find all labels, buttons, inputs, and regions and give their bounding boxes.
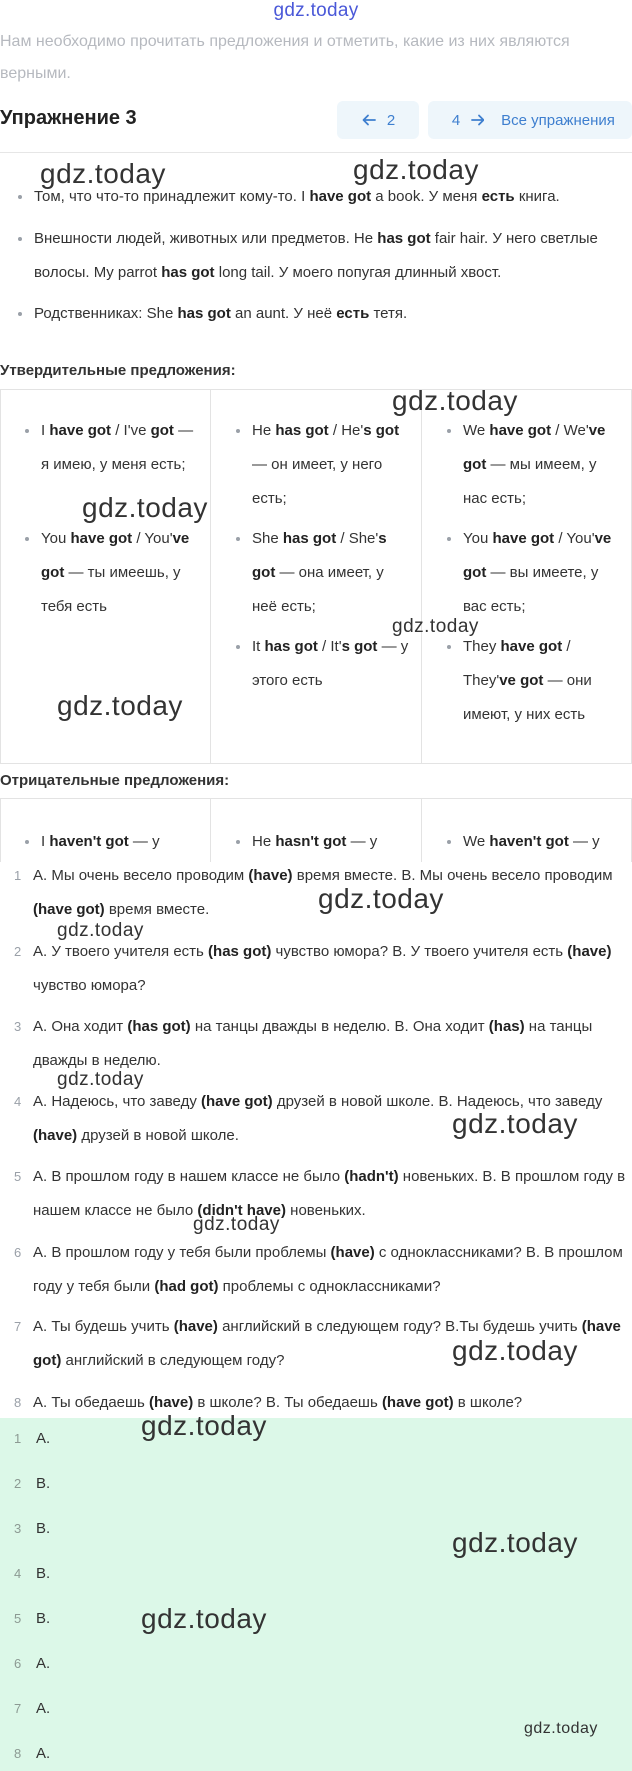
table-cell: I haven't got — у <box>41 825 206 859</box>
question-item: 5 A. В прошлом году в нашем классе не было (hadn't) новеньких. B. В прошлом году в нашем классе не было (didn't have) новеньких. <box>14 1168 626 1219</box>
watermark: gdz.today <box>452 1108 578 1139</box>
table-cell: I have got / I've got — я имею, у меня есть; <box>41 414 201 482</box>
table-cell: We have got / We've got — мы имеем, у нас есть; <box>463 414 623 516</box>
watermark: gdz.today <box>392 385 518 416</box>
intro-text: Нам необходимо прочитать предложения и отметить, какие из них являются верными. <box>0 33 570 82</box>
usage-bullet: Внешности людей, животных или предметов. He has got fair hair. У него светлые волосы. My parrot has got long tail. У моего попугая длинный хвост. <box>12 222 624 290</box>
watermark: gdz.today <box>193 1214 280 1235</box>
watermark: gdz.today <box>57 920 144 941</box>
negative-table <box>0 798 632 862</box>
usage-bullet: Том, что что-то принадлежит кому-то. I have got a book. У меня есть книга. <box>12 180 624 214</box>
table-cell: He has got / He's got — он имеет, у него есть; <box>252 414 412 516</box>
prev-exercise-button[interactable] <box>337 101 419 139</box>
question-item: 7 A. Ты будешь учить (have) английский в следующем году? B.Ты будешь учить (have got) английский в следующем году? <box>14 1318 621 1369</box>
watermark: gdz.today <box>452 1527 578 1558</box>
negative-title: Отрицательные предложения: <box>0 772 230 789</box>
table-cell: You have got / You've got — вы имеете, у вас есть; <box>463 522 623 624</box>
watermark: gdz.today <box>141 1603 267 1634</box>
watermark: gdz.today <box>524 1720 598 1737</box>
table-cell: They have got / They've got — они имеют, у них есть <box>463 630 623 732</box>
table-cell: We haven't got — у <box>463 825 628 859</box>
watermark: gdz.today <box>353 154 479 185</box>
table-column-divider <box>421 390 422 763</box>
question-item: 1 A. Мы очень весело проводим (have) время вместе. B. Мы очень весело проводим (have got) время вместе. <box>14 867 613 918</box>
all-exercises-label: Все упражнения <box>501 111 615 129</box>
table-cell: It has got / It's got — у этого есть <box>252 630 412 698</box>
question-item: 2 A. У твоего учителя есть (has got) чувство юмора? B. У твоего учителя есть (have) чувство юмора? <box>14 943 612 994</box>
affirmative-title: Утвердительные предложения: <box>0 362 236 379</box>
table-cell: He hasn't got — у <box>252 825 417 859</box>
usage-bullet: Родственниках: She has got an aunt. У неё есть тетя. <box>12 297 624 331</box>
table-column-divider <box>210 799 211 862</box>
all-exercises-button[interactable] <box>484 101 632 139</box>
watermark: gdz.today <box>57 1069 144 1090</box>
question-item: 4 A. Надеюсь, что заведу (have got) друзей в новой школе. B. Надеюсь, что заведу (have) друзей в новой школе. <box>14 1093 603 1144</box>
watermark: gdz.today <box>392 616 479 637</box>
watermark: gdz.today <box>452 1335 578 1366</box>
header-divider <box>0 152 632 153</box>
watermark: gdz.today <box>141 1410 267 1441</box>
watermark: gdz.today <box>57 690 183 721</box>
site-logo[interactable]: gdz.today <box>273 0 359 21</box>
table-cell: She has got / She's got — она имеет, у неё есть; <box>252 522 412 624</box>
table-column-divider <box>210 390 211 763</box>
arrow-left-icon <box>361 112 377 128</box>
exercise-title: Упражнение 3 <box>0 107 137 129</box>
question-item: 8 A. Ты обедаешь (have) в школе? B. Ты обедаешь (have got) в школе? <box>14 1394 523 1411</box>
prev-exercise-label: 2 <box>386 111 396 129</box>
watermark: gdz.today <box>318 883 444 914</box>
answers-panel: 1 A. 2 B. 3 B. 4 B. 5 B. 6 A. 7 A. 8 A. <box>0 1418 632 1771</box>
next-exercise-label: 4 <box>451 111 461 129</box>
watermark: gdz.today <box>40 158 166 189</box>
table-column-divider <box>421 799 422 862</box>
table-cell: You have got / You've got — ты имеешь, у тебя есть <box>41 522 201 624</box>
watermark: gdz.today <box>82 492 208 523</box>
question-item: 6 A. В прошлом году у тебя были проблемы (have) с одноклассниками? B. В прошлом году у тебя были (had got) проблемы с одноклассниками? <box>14 1244 623 1295</box>
question-item: 3 A. Она ходит (has got) на танцы дважды в неделю. B. Она ходит (has) на танцы дважды в неделю. <box>14 1018 593 1069</box>
